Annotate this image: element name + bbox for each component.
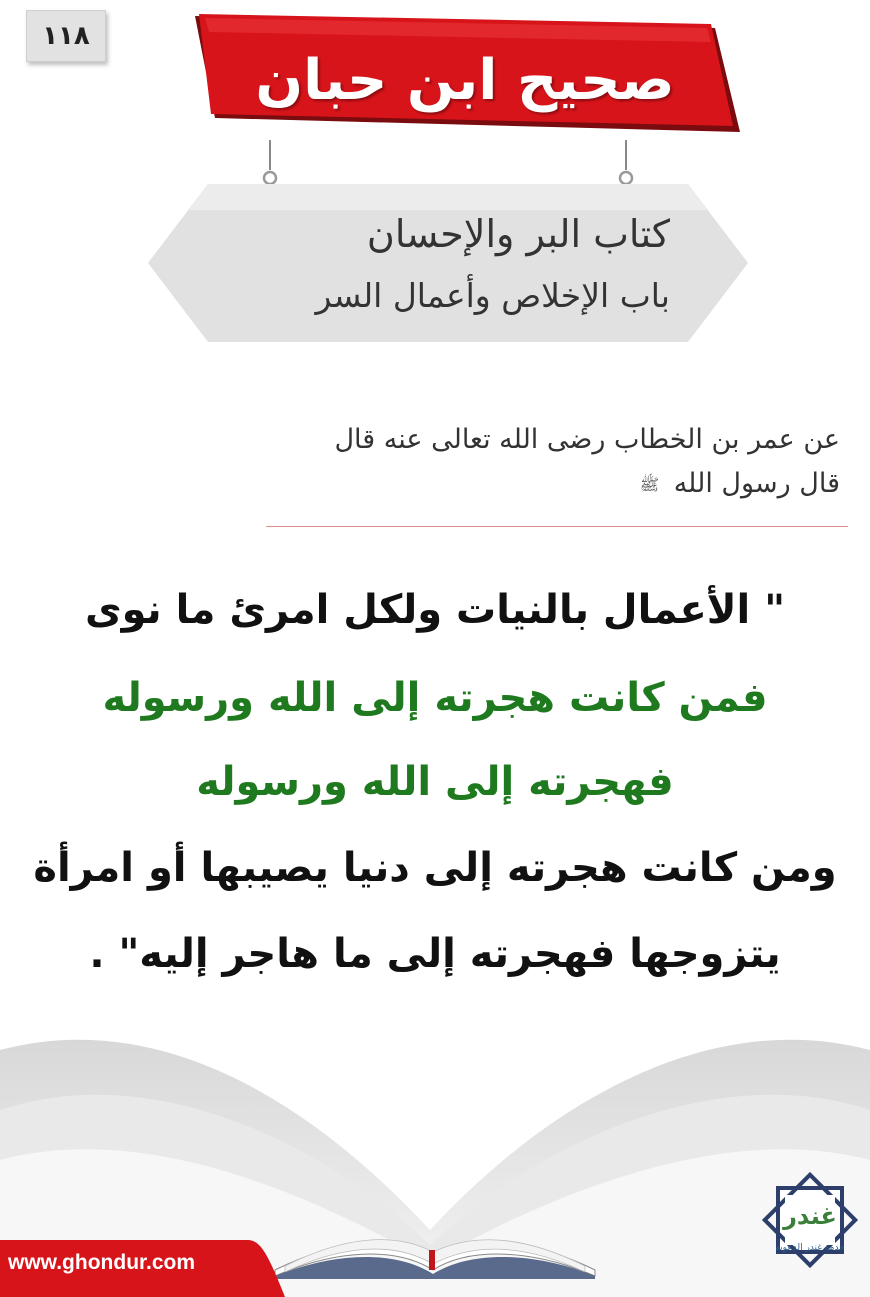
right-hook-icon [618, 140, 634, 188]
narration-line-1: عن عمر بن الخطاب رضى الله تعالى عنه قال [334, 424, 840, 455]
divider-line [266, 526, 848, 527]
hadith-line-5: يتزوجها فهجرته إلى ما هاجر إليه" . [89, 931, 781, 977]
hadith-line-1: " الأعمال بالنيات ولكل امرئ ما نوى [84, 587, 786, 633]
open-book-icon [265, 1180, 605, 1280]
book-title: كتاب البر والإحسان [366, 212, 670, 256]
chapter-title: باب الإخلاص وأعمال السر [315, 276, 670, 315]
narration-line-2-text: قال رسول الله [673, 468, 840, 499]
website-link[interactable]: www.ghondur.com [8, 1251, 196, 1274]
narration-block [150, 418, 840, 507]
hadith-line-3: فهجرته إلى الله ورسوله [196, 759, 674, 805]
narration-line-2 [150, 462, 840, 507]
chapter-sign [148, 184, 748, 342]
logo-name: غندر [783, 1202, 837, 1230]
hadith-line-4: ومن كانت هجرته إلى دنيا يصيبها أو امرأة [33, 845, 837, 891]
page-number-badge: ١١٨ [26, 10, 106, 62]
logo-subtitle: خدمة غندر الدعوية [775, 1243, 845, 1253]
hadith-line-2: فمن كانت هجرته إلى الله ورسوله [102, 675, 768, 721]
salallahu-alayhi-wasallam-icon: ﷺ [639, 474, 660, 494]
left-hook-icon [262, 140, 278, 188]
banner-title: صحيح ابن حبان [255, 47, 675, 113]
